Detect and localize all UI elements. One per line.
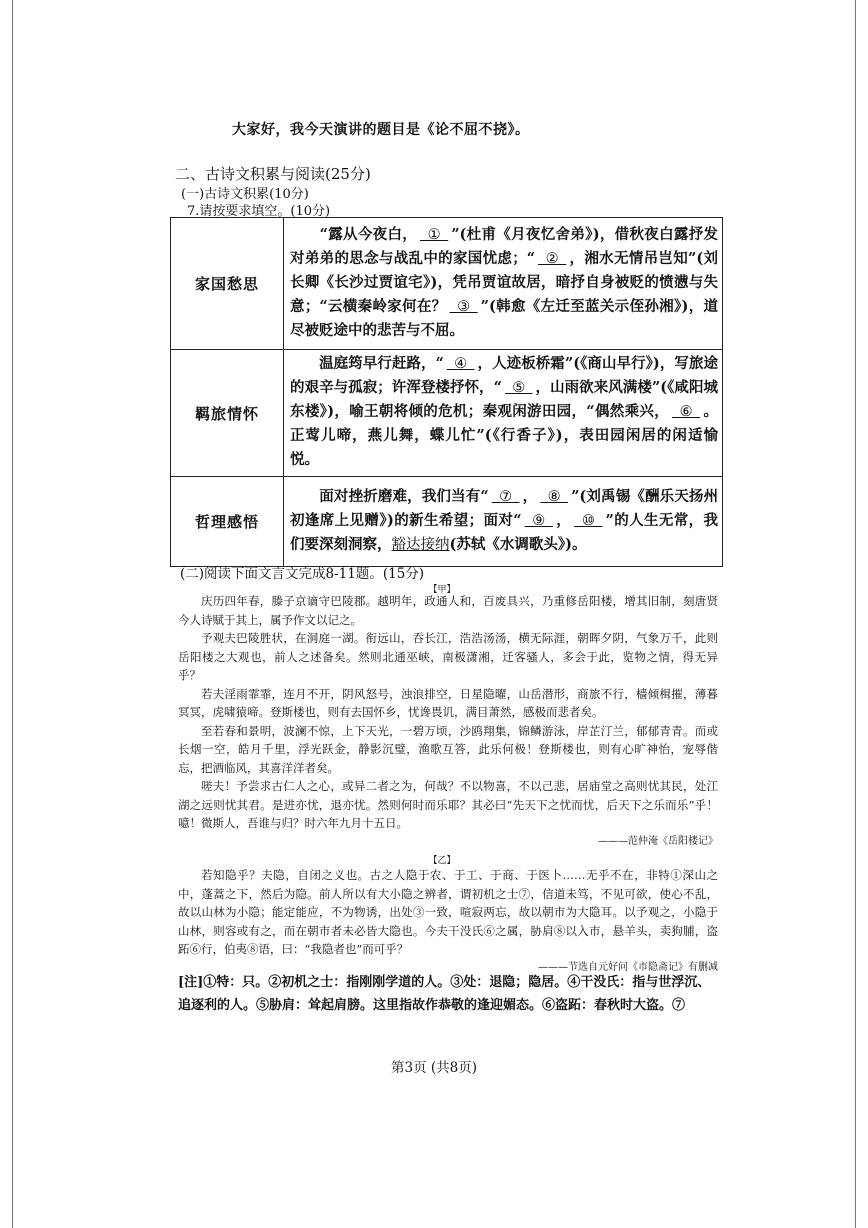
annotation-notes: [注]①特：只。②初机之士：指刚刚学道的人。③处：退隐；隐居。④干没氏：指与世浮沉、追逐利的人。⑤胁肩：耸起肩膀。这里指故作恭敬的逢迎媚态。⑥盗跖：春秋时大盗。⑦ [178,975,711,1013]
category-cell: 哲理感悟 [171,477,284,567]
fill-blank: ⑧ [540,488,569,505]
passage-paragraph: 庆历四年春，滕子京谪守巴陵郡。越明年，政通人和，百废具兴，乃重修岳阳楼，增其旧制，刻唐贤今人诗赋于其上，属予作文以记之。 [178,594,718,627]
cell-text: ， [555,511,572,529]
content-cell [284,477,723,567]
passage-jia [178,592,718,851]
passage-paragraph: 若知隐乎？夫隐，自闭之义也。古之人隐于农、于工、于商、于医卜……无乎不在，非特①深山之中，蓬蒿之下，然后为隐。前人所以有大小隐之辨者，谓初机之士⑦，信道未笃，不见可欲，使心不乱，故以山林为小隐；能定能应，不为物诱，出处③一致，喧寂两忘，故以朝市为大隐耳。以予观之，小隐于山林，则容或有之，而在朝市者未必皆大隐也。今夫干没氏⑥之属，胁肩⑧以入市，悬羊头，卖狗脯，盗跖⑥行，伯夷⑧语，曰：“我隐者也”而可乎？ [178,868,718,956]
passage-yi [178,866,718,977]
intro-line: 大家好，我今天演讲的题目是《论不屈不挠》。 [232,122,530,138]
page-border-left [12,0,13,1228]
cell-text: “露从今夜白， [290,225,418,243]
passage-yi-source: ———节选自元好问《市隐斋记》有删减 [538,961,718,973]
section-2-title: 二、古诗文积累与阅读(25分) [175,165,371,183]
fill-blank: ② [538,250,567,267]
cell-text: ，湘水无情吊岂知”(刘长卿《长沙过贾谊宅》)，凭吊贾谊故居，暗抒自身被贬的愤懑与失意；“云横秦岭家何在？ [290,249,719,315]
cell-text: 温庭筠早行赶路，“ [290,355,444,372]
fill-blank: ④ [446,356,475,372]
cell-text: ”(韩愈《左迁至蓝关示侄孙湘》)，道尽被贬途中的悲苦与不屈。 [290,297,719,339]
cell-text: ，人迹板桥霜”(《商山早行》)，写旅途的艰辛与孤寂；许浑登楼抒怀，“ [290,355,719,396]
passage-paragraph: 至若春和景明，波澜不惊，上下天光，一碧万顷，沙鸥翔集，锦鳞游泳，岸芷汀兰，郁郁青青。而或长烟一空，皓月千里，浮光跃金，静影沉璧，渔歌互答，此乐何极！登斯楼也，则有心旷神怡，宠辱偕忘，把酒临风，其喜洋洋者矣。 [178,723,718,775]
table-row [171,477,723,567]
underlined-text: 豁达接纳 [391,536,450,553]
cell-text: ，山雨欲来风满楼”(《咸阳城东楼》)，喻王朝将倾的危机；秦观闲游田园，“偶然乘兴， [290,379,719,420]
cell-text: ”(刘禹锡《酬乐天扬州初逢席上见赠》)的新生希望；面对“ [290,487,719,529]
fill-blank: ⑦ [491,488,520,505]
fill-blank: ③ [449,298,478,315]
poem-fill-table [170,217,723,567]
passage-jia-mark: 【甲】 [428,585,456,595]
content-cell [284,350,723,477]
question-7-title: 7.请按要求填空。(10分) [187,204,331,219]
fill-blank: ⑨ [524,512,553,529]
category-cell: 家国愁思 [171,218,284,350]
cell-text: 。正莺儿啼，燕儿舞，蝶儿忙”(《行香子》)，表田园闲居的闲适愉悦。 [290,403,719,468]
cell-text: ”(杜甫《月夜忆舍弟》)，借秋夜白露抒发对弟弟的思念与战乱中的家国忧虑；“ [290,225,719,267]
subsection-2-title: (二)阅读下面文言文完成8-11题。(15分) [180,566,425,582]
fill-blank: ⑤ [504,380,533,396]
page-border-right [855,0,856,1228]
cell-text: (苏轼《水调歌头》)。 [449,535,587,553]
cell-text: ”的人生无常，我们要深刻洞察， [290,511,719,553]
table-row [171,218,723,350]
fill-blank: ⑥ [672,404,701,420]
cell-text: ， [522,487,538,505]
passage-paragraph: 予观夫巴陵胜状，在洞庭一湖。衔远山，吞长江，浩浩汤汤，横无际涯，朝晖夕阴，气象万千，此则岳阳楼之大观也，前人之述备矣。然则北通巫峡，南极潇湘，迁客骚人，多会于此，览物之情，得无异乎？ [178,631,718,682]
content-cell [284,218,723,350]
page-footer: 第3页 (共8页) [390,1060,477,1076]
passage-paragraph: 若夫淫雨霏霏，连月不开，阴风怒号，浊浪排空，日星隐曜，山岳潜形，商旅不行，樯倾楫摧，薄暮冥冥，虎啸猿啼。登斯楼也，则有去国怀乡，忧谗畏讥，满目萧然，感极而悲者矣。 [178,686,718,719]
passage-paragraph: 嗟夫！予尝求古仁人之心，或异二者之为，何哉？不以物喜，不以己悲，居庙堂之高则忧其民，处江湖之远则忧其君。是进亦忧，退亦忧。然则何时而乐耶？其必曰“先天下之忧而忧，后天下之乐而乐”乎！噫！微斯人，吾谁与归？时六年九月十五日。 [178,779,718,830]
passage-yi-mark: 【乙】 [428,856,456,866]
subsection-1-title: (一)古诗文积累(10分) [181,187,309,202]
passage-jia-source: ———范仲淹《岳阳楼记》 [598,835,718,847]
table-row [171,350,723,477]
cell-text: 面对挫折磨难，我们当有“ [290,487,489,505]
category-cell: 羁旅情怀 [171,350,284,477]
fill-blank: ⑩ [574,512,603,529]
fill-blank: ① [420,226,449,243]
